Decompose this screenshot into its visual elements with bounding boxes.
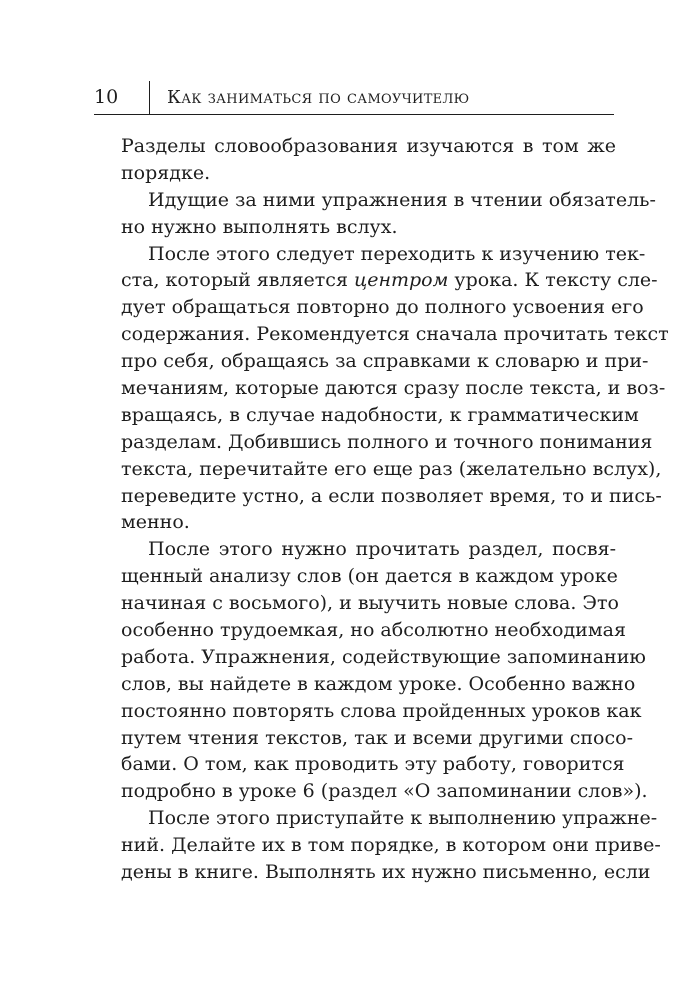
text-line: дует обращаться повторно до полного усвоения его (121, 296, 644, 319)
text-line: После этого приступайте к выполнению упражне- (148, 807, 658, 830)
text-line: После этого нужно прочитать раздел, посвя- (148, 538, 616, 561)
text-line: особенно трудоемкая, но абсолютно необходимая (121, 619, 626, 642)
text-line: мечаниям, которые даются сразу после текста, и воз- (121, 377, 666, 400)
text-line: постоянно повторять слова пройденных уроков как (121, 699, 642, 722)
body-text (121, 133, 669, 886)
text-line: но нужно выполнять вслух. (121, 215, 398, 238)
text-line: текста, перечитайте его еще раз (желательно вслух), (121, 457, 662, 480)
text-line: Идущие за ними упражнения в чтении обязатель- (148, 188, 656, 211)
text-line: слов, вы найдете в каждом уроке. Особенно важно (121, 672, 636, 695)
text-line: вращаясь, в случае надобности, к грамматическим (121, 403, 639, 426)
header-divider (149, 81, 150, 115)
text-line: переведите устно, а если позволяет время, то и пись- (121, 484, 662, 507)
text-run: урока. К тексту сле- (448, 269, 658, 292)
running-head (94, 81, 614, 115)
text-line: содержания. Рекомендуется сначала прочитать текст (121, 323, 669, 346)
emphasized-word: центром (353, 269, 449, 292)
text-line: разделам. Добившись полного и точного понимания (121, 430, 653, 453)
text-line: менно. (121, 511, 190, 534)
text-line (121, 267, 658, 294)
text-line: путем чтения текстов, так и всеми другими спосо- (121, 726, 633, 749)
text-line: дены в книге. Выполнять их нужно письменно, если (121, 861, 651, 884)
running-title: Как заниматься по самоучителю (167, 87, 470, 108)
page-number: 10 (94, 86, 119, 108)
text-line: подробно в уроке 6 (раздел «О запоминании слов»). (121, 780, 648, 803)
text-line: ний. Делайте их в том порядке, в котором они приве- (121, 834, 661, 857)
text-line: бами. О том, как проводить эту работу, говорится (121, 753, 625, 776)
header-rule (94, 114, 614, 115)
text-line: порядке. (121, 161, 211, 184)
text-line: Разделы словообразования изучаются в том же (121, 135, 616, 157)
text-run: ста, который является (121, 269, 354, 292)
text-line: работа. Упражнения, содействующие запоминанию (121, 645, 646, 668)
text-line: начиная с восьмого), и выучить новые слова. Это (121, 592, 619, 615)
text-line: После этого следует переходить к изучению тек- (148, 242, 646, 265)
text-line: про себя, обращаясь за справками к словарю и при- (121, 350, 649, 373)
text-line: щенный анализу слов (он дается в каждом уроке (121, 565, 618, 588)
